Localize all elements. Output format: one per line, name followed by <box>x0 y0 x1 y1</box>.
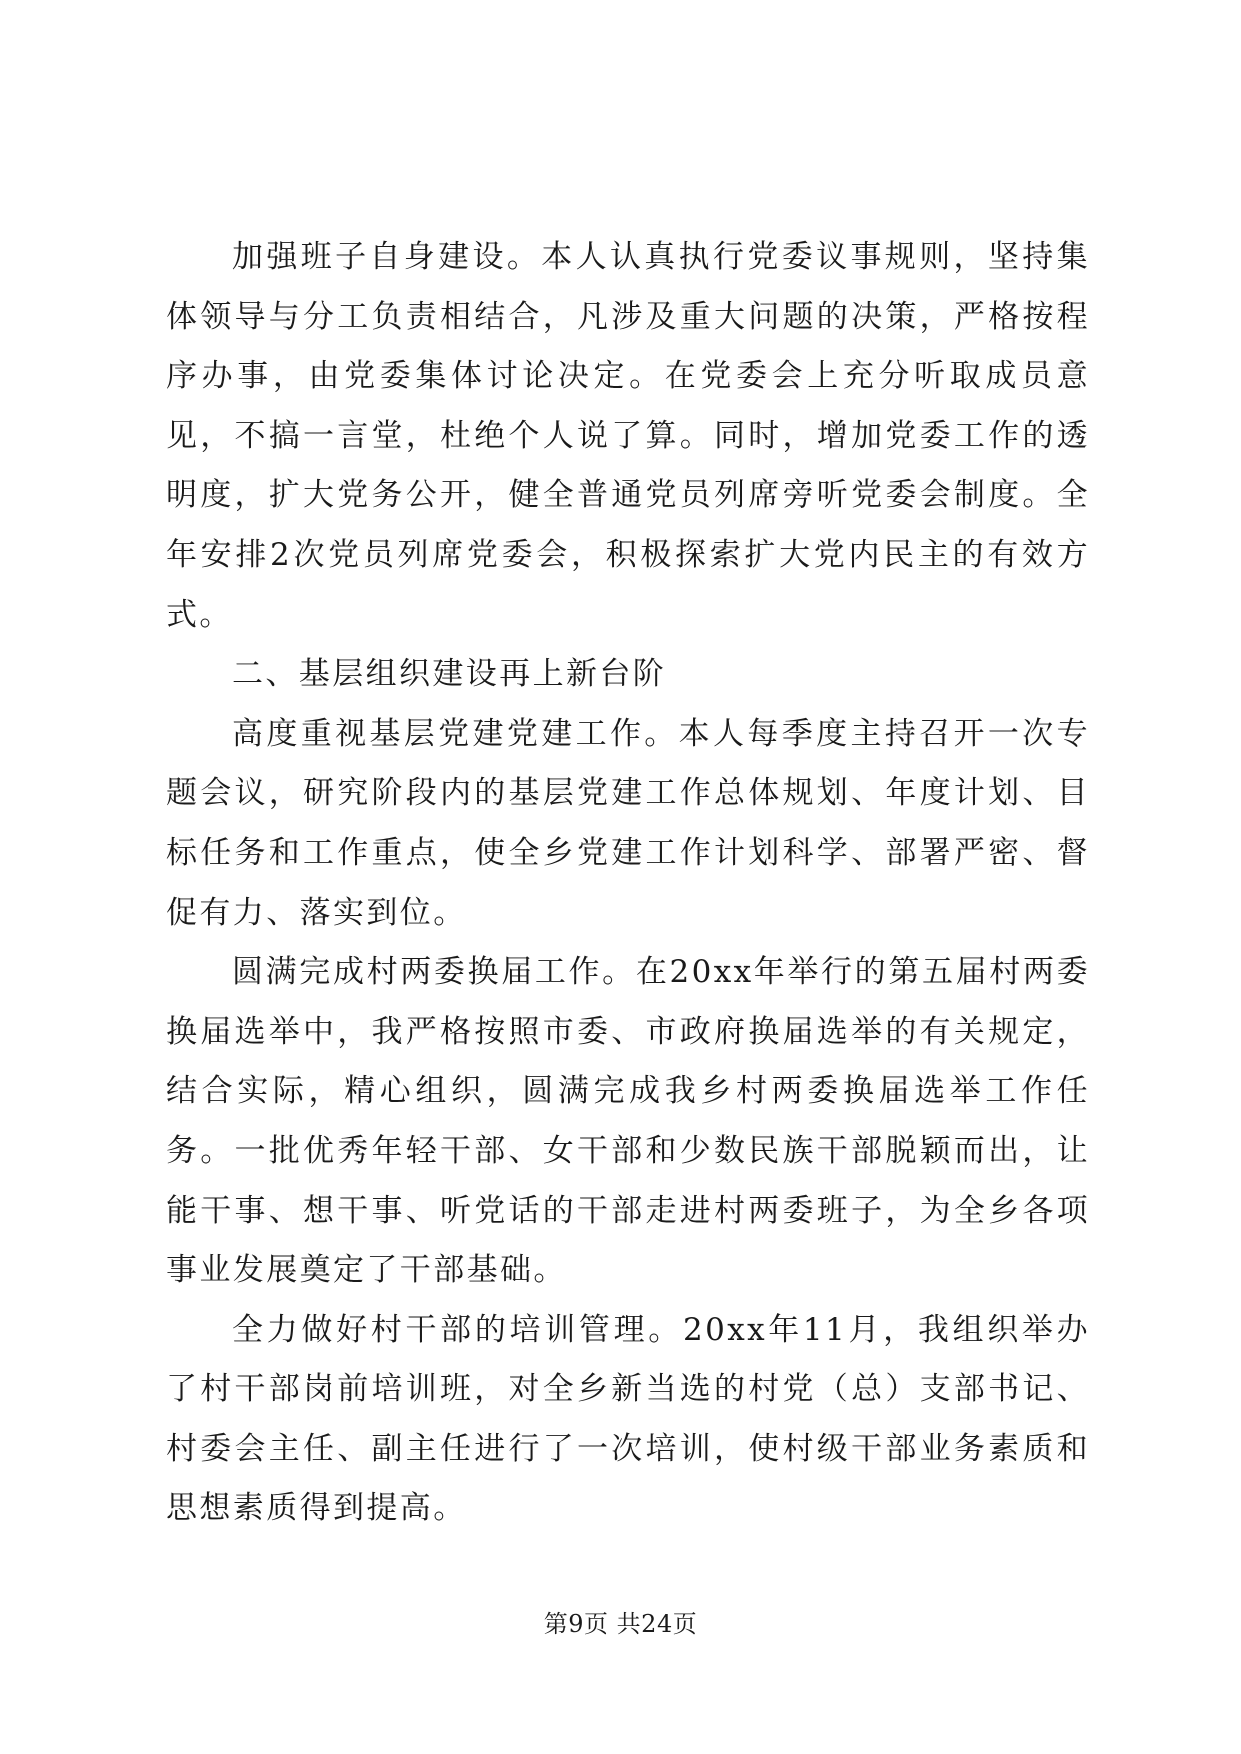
paragraph-cadre-training: 全力做好村干部的培训管理。20xx年11月，我组织举办了村干部岗前培训班，对全乡新当选的村党（总）支部书记、村委会主任、副主任进行了一次培训，使村级干部业务素质和思想素质得到提高。 <box>166 1311 1090 1527</box>
section-heading-grassroots: 二、基层组织建设再上新台阶 <box>232 656 667 693</box>
paragraph-village-election: 圆满完成村两委换届工作。在20xx年举行的第五届村两委换届选举中，我严格按照市委、市政府换届选举的有关规定，结合实际，精心组织，圆满完成我乡村两委换届选举工作任务。一批优秀年轻干部、女干部和少数民族干部脱颖而出，让能干事、想干事、听党话的干部走进村两委班子，为全乡各项事业发展奠定了干部基础。 <box>166 954 1090 1289</box>
paragraph-team-building: 加强班子自身建设。本人认真执行党委议事规则，坚持集体领导与分工负责相结合，凡涉及重大问题的决策，严格按程序办事，由党委集体讨论决定。在党委会上充分听取成员意见，不搞一言堂，杜绝个人说了算。同时，增加党委工作的透明度，扩大党务公开，健全普通党员列席旁听党委会制度。全年安排2次党员列席党委会，积极探索扩大党内民主的有效方式。 <box>166 239 1090 633</box>
paragraph-grassroots-party-building: 高度重视基层党建党建工作。本人每季度主持召开一次专题会议，研究阶段内的基层党建工作总体规划、年度计划、目标任务和工作重点，使全乡党建工作计划科学、部署严密、督促有力、落实到位。 <box>166 715 1090 931</box>
page-number-footer: 第9页 共24页 <box>543 1610 698 1638</box>
document-body <box>166 228 1090 1539</box>
